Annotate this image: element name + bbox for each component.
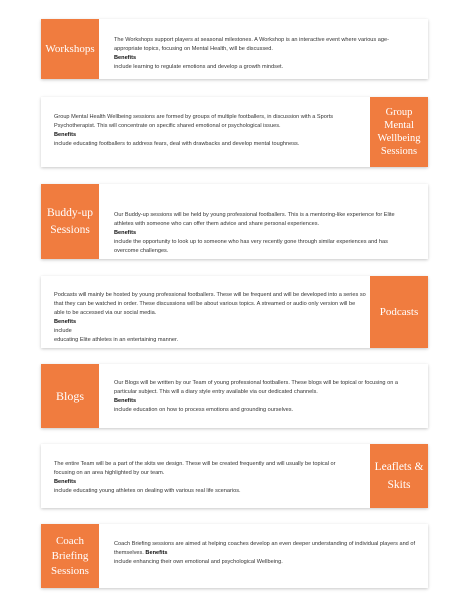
- desc-coach-briefing: Coach Briefing sessions are aimed at helping coaches develop an even deeper understanding of individual players and of themselves.: [114, 541, 416, 556]
- text-coach-briefing: [114, 540, 416, 567]
- tag-workshops-title: Workshops: [45, 43, 95, 55]
- benefits-leaflets: include educating young athletes on dealing with various real life scenarios.: [54, 488, 241, 494]
- tag-group-sessions-title: Group Mental Wellbeing Sessions: [377, 107, 421, 157]
- desc-workshops: The Workshops support players at seasonal milestones. A Workshop is an interactive event where various age-appropriate topics, focusing on Mental Health, will be discussed.: [114, 37, 389, 52]
- desc-group-sessions: Group Mental Health Wellbeing sessions are formed by groups of multiple footballers, in discussion with a Sports Psychotherapist. This will concentrate on specific shared emotional or psychological issues.: [54, 114, 334, 129]
- text-buddy-up: [114, 211, 414, 256]
- desc-buddy-up: Our Buddy-up sessions will be held by young professional footballers. This is a mentoring-like experience for Elite athletes with someone who can offer them advice and share personal experiences.: [114, 212, 395, 227]
- card-workshops: [41, 19, 428, 79]
- card-coach-briefing: [41, 524, 428, 588]
- desc-leaflets: The entire Team will be a part of the skits we design. These will be created frequently and will usually be topical or focusing on an area highlighted by our team.: [54, 461, 336, 476]
- tag-blogs: [41, 364, 99, 428]
- tag-buddy-up-title: Buddy-up Sessions: [47, 206, 93, 236]
- benefits-label-buddy-up: Benefits: [114, 230, 137, 236]
- benefits-label-podcasts: Benefits: [54, 319, 77, 325]
- benefits-buddy-up: include the opportunity to look up to someone who has very recently gone through similar experiences and has overcome challenges.: [114, 239, 388, 254]
- benefits-coach-briefing: include enhancing their own emotional and psychological Wellbeing.: [114, 559, 283, 565]
- text-podcasts: [54, 291, 366, 345]
- benefits-include-podcasts: include: [54, 328, 72, 334]
- desc-blogs: Our Blogs will be written by our Team of young professional footballers. These blogs will be topical or focusing on a particular subject. This will a diary style entry available via our dedicated channels.: [114, 380, 398, 395]
- tag-group-sessions: [370, 97, 428, 167]
- card-podcasts: [41, 276, 428, 348]
- tag-coach-briefing-title: Coach Briefing Sessions: [51, 534, 89, 577]
- card-group-sessions: [41, 97, 428, 167]
- desc-podcasts: Podcasts will mainly be hosted by young professional footballers. These will be frequent and will be developed into a series so that they can be watched in order. These discussions will be about various topics. A streamed or audio only version will be able to be accessed via our social media.: [54, 292, 366, 316]
- card-buddy-up: [41, 184, 428, 259]
- tag-podcasts: [370, 276, 428, 348]
- benefits-label-leaflets: Benefits: [54, 479, 77, 485]
- card-leaflets: [41, 444, 428, 508]
- text-workshops: [114, 36, 414, 72]
- tag-leaflets-title: Leaflets & Skits: [374, 461, 424, 491]
- benefits-label-group-sessions: Benefits: [54, 132, 77, 138]
- benefits-group-sessions: include educating footballers to address fears, deal with drawbacks and develop mental toughness.: [54, 141, 300, 147]
- text-group-sessions: [54, 113, 366, 149]
- benefits-label-workshops: Benefits: [114, 55, 137, 61]
- tag-buddy-up: [41, 184, 99, 259]
- tag-coach-briefing: [41, 524, 99, 588]
- benefits-workshops: include learning to regulate emotions and develop a growth mindset.: [114, 64, 284, 70]
- tag-podcasts-title: Podcasts: [379, 306, 419, 318]
- tag-blogs-title: Blogs: [55, 388, 84, 403]
- text-leaflets: [54, 460, 354, 496]
- text-blogs: [114, 379, 416, 415]
- benefits-label-blogs: Benefits: [114, 398, 137, 404]
- benefits-blogs: include education on how to process emotions and grounding ourselves.: [114, 407, 294, 413]
- card-blogs: [41, 364, 428, 428]
- benefits-label-coach-briefing: Benefits: [145, 550, 168, 556]
- tag-leaflets: [370, 444, 428, 508]
- benefits-podcasts: educating Elite athletes in an entertaining manner.: [54, 337, 179, 343]
- tag-workshops: [41, 19, 99, 79]
